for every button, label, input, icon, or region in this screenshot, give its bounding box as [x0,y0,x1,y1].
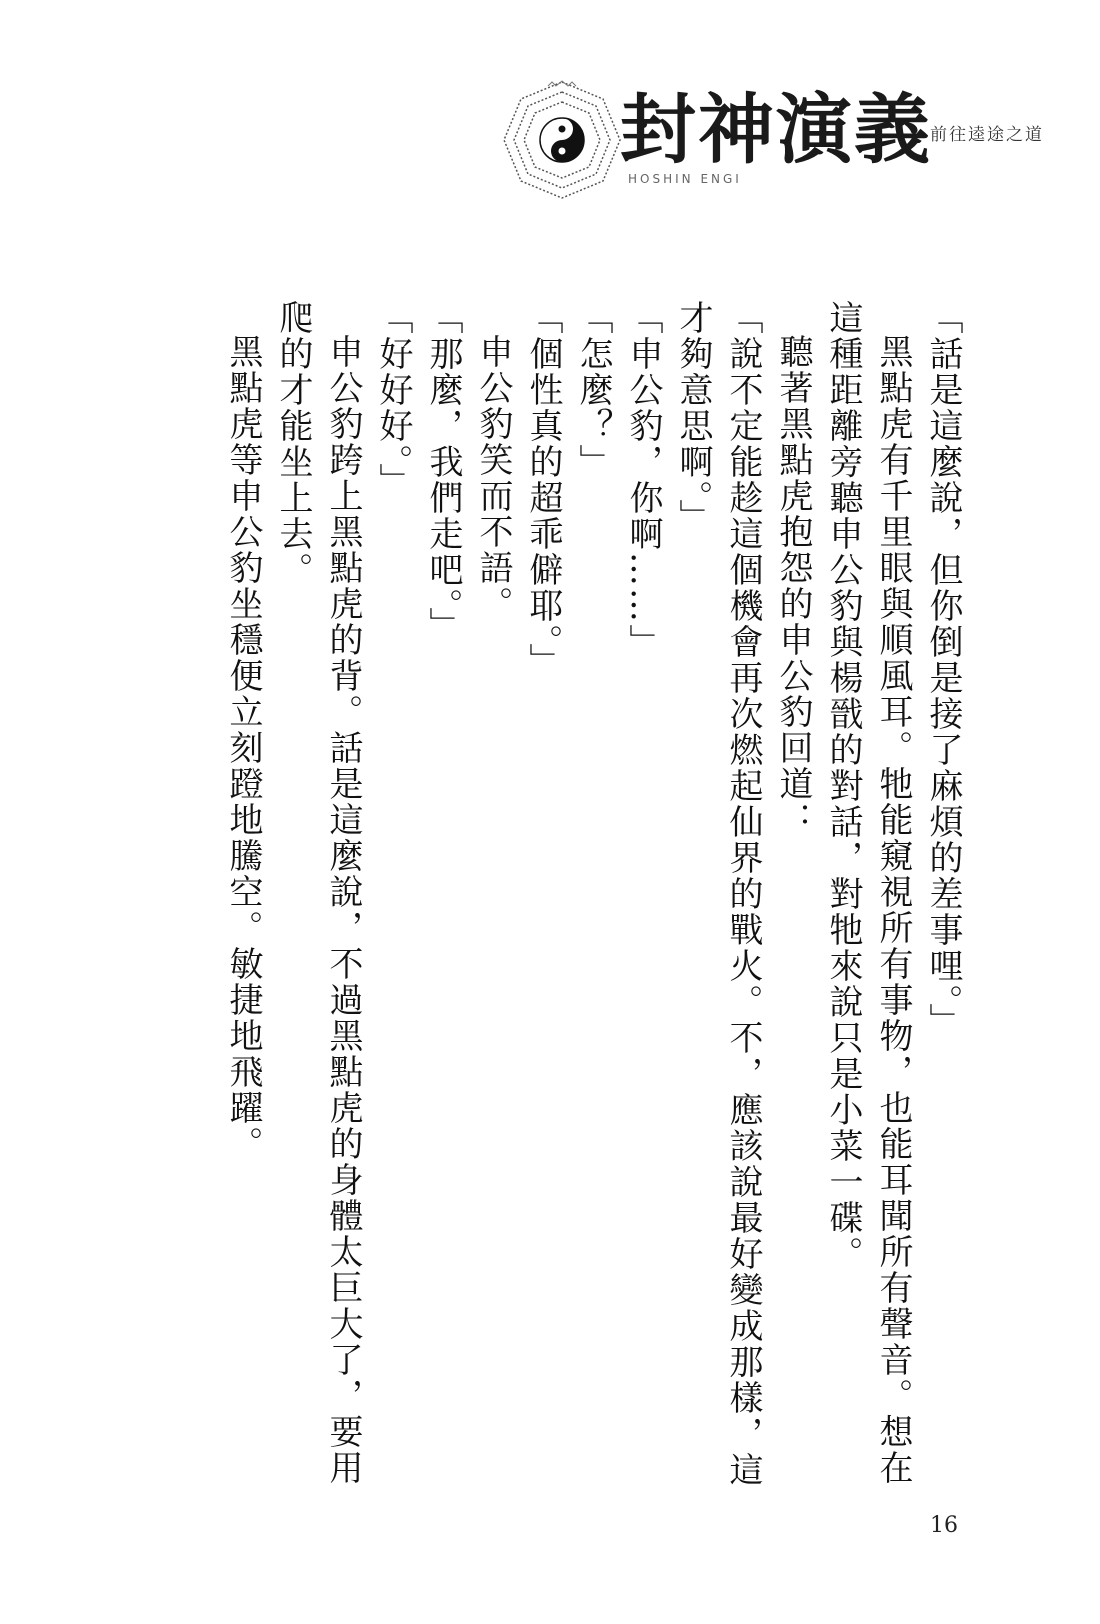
bagua-yin-yang-icon [500,78,624,202]
book-title-romaji: HOSHIN ENGI [628,172,742,186]
text-line: 黑點虎有千里眼與順風耳。牠能窺視所有事物，也能耳聞所有聲音。想在這種距離旁聽申公豹與楊戩的對話，對牠來說只是小菜一碟。 [823,300,913,1486]
text-line: 「怎麼？」 [573,300,613,480]
text-line: 「說不定能趁這個機會再次燃起仙界的戰火。不，應該說最好變成那樣，這才夠意思啊。」 [673,300,763,1488]
text-line: 「好好好。」 [373,300,413,499]
text-line: 「申公豹，你啊……」 [623,300,663,660]
text-line: 「話是這麼說，但你倒是接了麻煩的差事哩。」 [923,300,963,1039]
chapter-subtitle: 前往逵途之道 [930,125,1044,145]
book-title: 封神演義 [620,85,932,174]
page-header [480,64,1080,204]
text-line: 「那麼，我們走吧。」 [423,300,463,643]
page-number: 16 [930,1513,958,1538]
text-line: 申公豹跨上黑點虎的背。話是這麼說，不過黑點虎的身體太巨大了，要用爬的才能坐上去。 [273,300,363,1486]
text-line: 聽著黑點虎抱怨的申公豹回道： [773,334,813,838]
text-line: 「個性真的超乖僻耶。」 [523,300,563,679]
text-line: 黑點虎等申公豹坐穩便立刻蹬地騰空。敏捷地飛躍。 [223,334,263,1162]
vertical-text-body [128,300,968,1500]
text-line: 申公豹笑而不語。 [473,334,513,622]
